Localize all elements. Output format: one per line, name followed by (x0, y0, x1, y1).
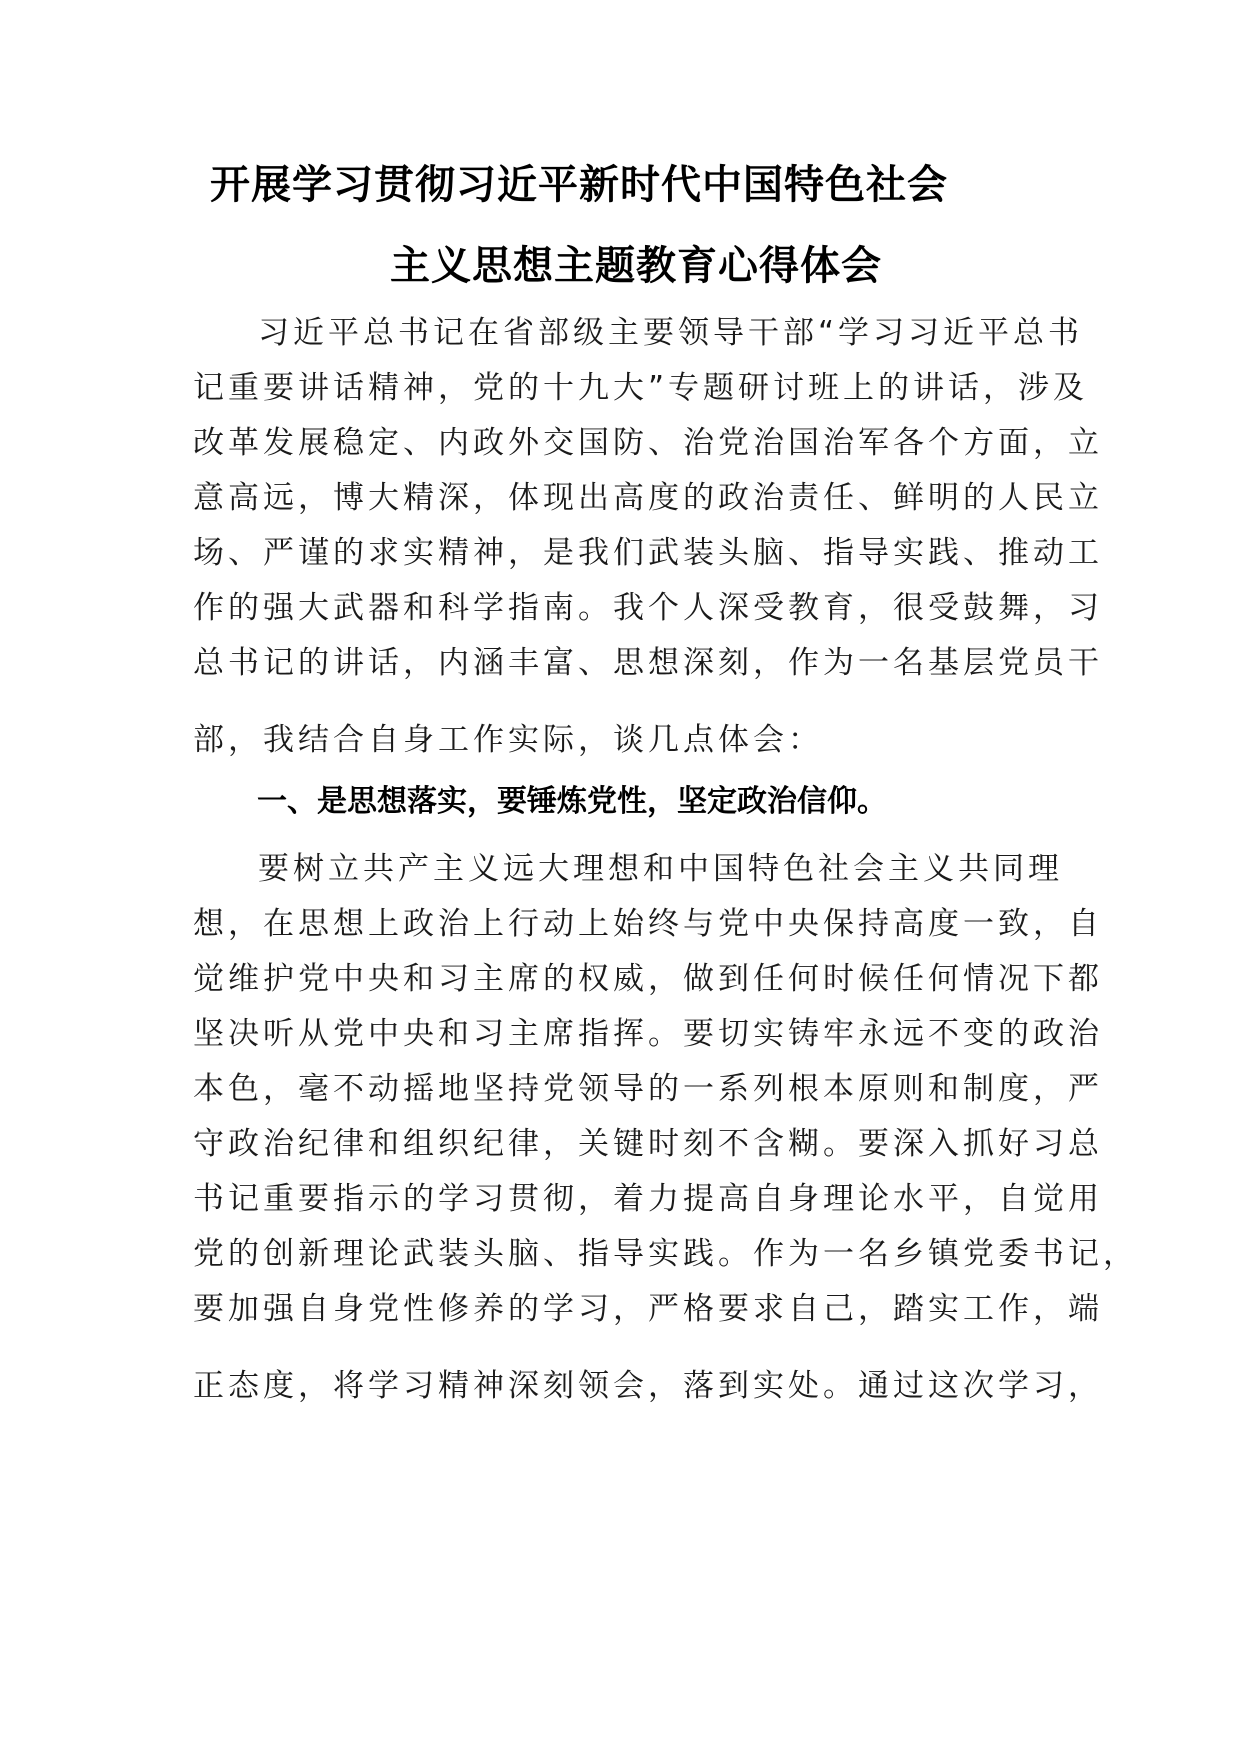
paragraph-2-line: 书记重要指示的学习贯彻，着力提高自身理论水平，自觉用 (193, 1181, 1103, 1217)
paragraph-1-line: 场、严谨的求实精神，是我们武装头脑、指导实践、推动工 (193, 535, 1103, 571)
paragraph-1-line: 改革发展稳定、内政外交国防、治党治国治军各个方面，立 (193, 425, 1103, 461)
paragraph-2-line: 守政治纪律和组织纪律，关键时刻不含糊。要深入抓好习总 (193, 1126, 1103, 1162)
paragraph-2-line: 想，在思想上政治上行动上始终与党中央保持高度一致，自 (193, 906, 1103, 942)
paragraph-1-line: 意高远，博大精深，体现出高度的政治责任、鲜明的人民立 (193, 480, 1103, 516)
document-title-line-1: 开展学习贯彻习近平新时代中国特色社会 (210, 162, 948, 208)
paragraph-2-line: 正态度，将学习精神深刻领会，落到实处。通过这次学习， (193, 1368, 1103, 1404)
paragraph-2-line: 坚决听从党中央和习主席指挥。要切实铸牢永远不变的政治 (193, 1016, 1103, 1052)
paragraph-2-line: 本色，毫不动摇地坚持党领导的一系列根本原则和制度，严 (193, 1071, 1103, 1107)
paragraph-2-line: 觉维护党中央和习主席的权威，做到任何时候任何情况下都 (193, 961, 1103, 997)
paragraph-1-line: 作的强大武器和科学指南。我个人深受教育，很受鼓舞，习 (193, 590, 1103, 626)
paragraph-2-line: 要树立共产主义远大理想和中国特色社会主义共同理 (258, 851, 1063, 887)
paragraph-1-line: 习近平总书记在省部级主要领导干部“学习习近平总书 (258, 315, 1084, 351)
paragraph-1-line: 记重要讲话精神，党的十九大”专题研讨班上的讲话，涉及 (193, 370, 1089, 406)
paragraph-1-line: 总书记的讲话，内涵丰富、思想深刻，作为一名基层党员干 (193, 645, 1103, 681)
paragraph-2-line: 党的创新理论武装头脑、指导实践。作为一名乡镇党委书记， (193, 1236, 1138, 1272)
section-1-heading: 一、是思想落实，要锤炼党性，坚定政治信仰。 (257, 784, 887, 819)
paragraph-2-line: 要加强自身党性修养的学习，严格要求自己，踏实工作，端 (193, 1291, 1103, 1327)
paragraph-1-line: 部，我结合自身工作实际，谈几点体会： (193, 722, 823, 758)
document-title-line-2: 主义思想主题教育心得体会 (390, 243, 882, 289)
